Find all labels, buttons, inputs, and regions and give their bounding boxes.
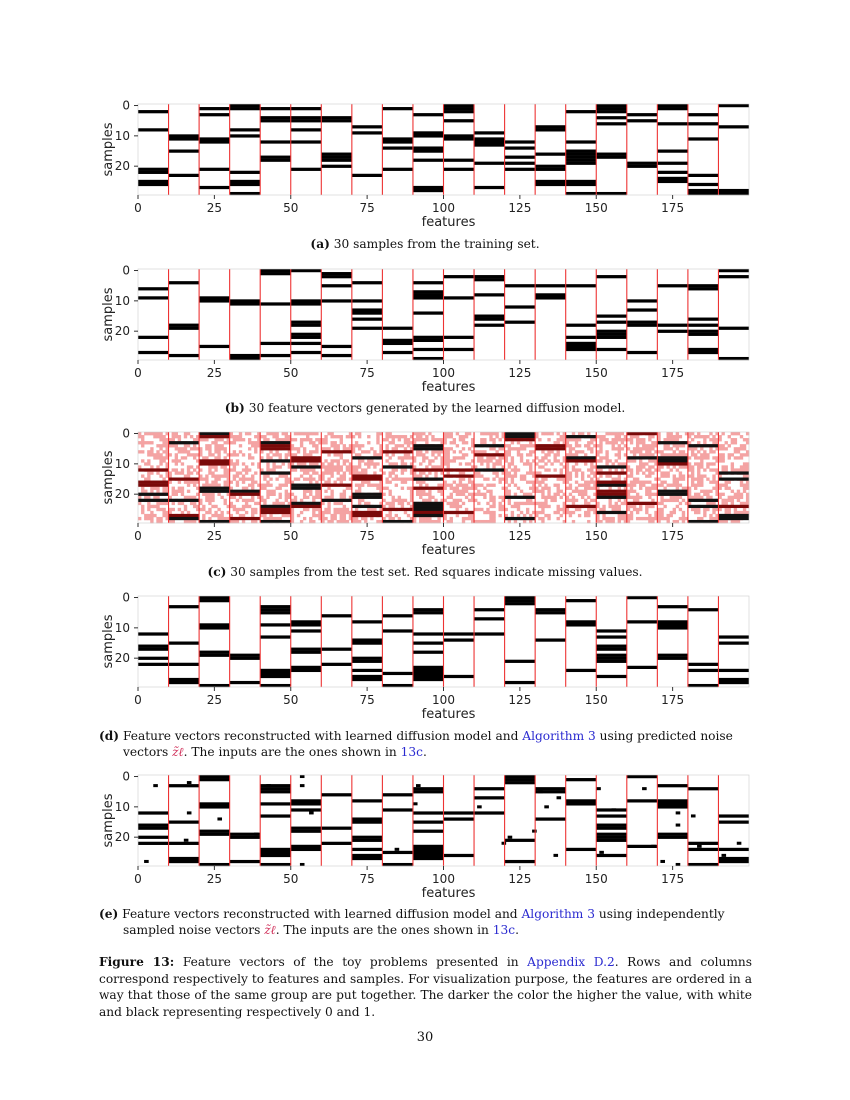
caption-d-label: (d) — [99, 729, 120, 743]
y-axis-label: samples — [101, 122, 116, 177]
y-tick-label: 0 — [122, 98, 130, 113]
x-tick-label: 150 — [584, 529, 608, 543]
feature-bar — [596, 839, 627, 842]
speckle-cell — [642, 787, 647, 790]
caption-e-mid: using independently sampled noise vectors — [123, 907, 725, 937]
feature-bar — [413, 790, 444, 793]
y-tick-label: 0 — [122, 769, 130, 784]
feature-bar — [169, 842, 200, 845]
x-tick-label: 50 — [283, 366, 299, 380]
feature-bar — [627, 775, 658, 778]
feature-bar — [260, 814, 291, 817]
caption-b-text: 30 feature vectors generated by the learned diffusion model. — [248, 401, 626, 415]
feature-bar — [199, 805, 230, 808]
caption-d-end: . The inputs are the ones shown in — [183, 745, 397, 759]
feature-bar — [444, 854, 475, 857]
y-tick-label: 0 — [122, 426, 130, 441]
speckle-cell — [502, 842, 507, 845]
caption-c-label: (c) — [207, 565, 227, 579]
feature-bar — [169, 860, 200, 863]
speckle-cell — [651, 845, 656, 848]
feature-bar — [291, 802, 322, 805]
x-tick-label: 50 — [283, 693, 299, 707]
speckle-cell — [300, 775, 305, 778]
feature-bar — [718, 821, 749, 824]
feature-bar — [230, 836, 261, 839]
feature-bar — [596, 833, 627, 836]
caption-d-mid: using predicted noise vectors — [123, 729, 733, 759]
x-tick-label: 0 — [134, 201, 142, 215]
x-tick-label: 50 — [283, 201, 299, 215]
x-tick-label: 0 — [134, 529, 142, 543]
feature-bar — [382, 851, 413, 854]
x-tick-label: 150 — [584, 872, 608, 886]
caption-c-text: 30 samples from the test set. Red squares indicate missing values. — [230, 565, 643, 579]
feature-bar — [291, 845, 322, 848]
feature-bar — [382, 793, 413, 796]
feature-bar — [352, 848, 383, 851]
speckle-cell — [722, 854, 727, 857]
feature-bar — [657, 833, 688, 836]
feature-bar — [352, 854, 383, 857]
x-tick-label: 150 — [584, 366, 608, 380]
x-tick-label: 100 — [432, 201, 455, 215]
feature-bar — [413, 811, 444, 814]
x-tick-label: 175 — [661, 529, 685, 543]
feature-bar — [596, 824, 627, 827]
x-tick-label: 75 — [359, 366, 375, 380]
speckle-cell — [697, 845, 702, 848]
feature-bar — [352, 799, 383, 802]
y-tick-label: 0 — [122, 263, 130, 278]
figure-caption-text: Feature vectors of the toy problems presented in — [182, 955, 519, 969]
speckle-cell — [187, 781, 192, 784]
feature-bar — [321, 793, 352, 796]
y-tick-label: 20 — [114, 487, 130, 502]
speckle-cell — [153, 784, 158, 787]
feature-bar — [566, 802, 597, 805]
feature-bar — [413, 851, 444, 854]
x-tick-label: 175 — [661, 366, 685, 380]
speckle-cell — [300, 784, 305, 787]
y-tick-label: 0 — [122, 590, 130, 605]
feature-bar — [382, 808, 413, 811]
y-tick-label: 10 — [114, 456, 130, 471]
x-tick-label: 50 — [283, 529, 299, 543]
speckle-cell — [309, 811, 314, 814]
speckle-cell — [676, 863, 681, 866]
feature-bar — [596, 814, 627, 817]
caption-e-text: Feature vectors reconstructed with learned diffusion model and — [122, 907, 518, 921]
feature-bar — [352, 839, 383, 842]
speckle-cell — [184, 839, 189, 842]
feature-bar — [413, 857, 444, 860]
x-tick-label: 175 — [661, 693, 685, 707]
feature-bar — [138, 842, 169, 845]
feature-bar — [260, 854, 291, 857]
feature-bar — [413, 830, 444, 833]
figure-13c-link[interactable]: 13c — [492, 923, 516, 937]
feature-bar — [138, 811, 169, 814]
x-axis-label: features — [421, 543, 476, 558]
feature-bar — [260, 787, 291, 790]
caption-e-end: . The inputs are the ones shown in — [275, 923, 489, 937]
x-tick-label: 75 — [359, 872, 375, 886]
x-axis-label: features — [421, 707, 476, 722]
feature-bar — [566, 848, 597, 851]
feature-bar — [474, 796, 505, 799]
speckle-cell — [395, 848, 400, 851]
feature-bar — [230, 860, 261, 863]
speckle-cell — [660, 860, 665, 863]
feature-bar — [413, 848, 444, 851]
speckle-cell — [557, 796, 562, 799]
feature-bar — [352, 836, 383, 839]
feature-bar — [352, 817, 383, 820]
feature-bar — [657, 799, 688, 802]
figure-caption-rest: . Rows and columns correspond respectively to features and samples. For visualization purpose, the features are ordered in a way that those of the same group are put together. The darker the color the higher the value, with white and black representing respectively 0 and 1. — [99, 955, 752, 1019]
feature-bar — [718, 857, 749, 860]
x-tick-label: 0 — [134, 366, 142, 380]
x-tick-label: 25 — [206, 201, 223, 215]
feature-bar — [535, 787, 566, 790]
feature-bar — [199, 802, 230, 805]
speckle-cell — [612, 808, 617, 811]
x-tick-label: 0 — [134, 872, 142, 886]
speckle-cell — [709, 863, 714, 866]
speckle-cell — [416, 784, 421, 787]
y-tick-label: 20 — [114, 159, 130, 174]
feature-bar — [169, 857, 200, 860]
speckle-cell — [508, 836, 513, 839]
feature-bar — [688, 848, 719, 851]
feature-bar — [413, 821, 444, 824]
x-tick-label: 25 — [206, 529, 223, 543]
x-tick-label: 175 — [661, 201, 685, 215]
feature-bar — [566, 778, 597, 781]
speckle-cell — [187, 811, 192, 814]
speckle-cell — [532, 830, 537, 833]
feature-bar — [505, 839, 536, 842]
caption-b-label: (b) — [224, 401, 245, 415]
feature-bar — [291, 830, 322, 833]
speckle-cell — [300, 863, 305, 866]
caption-a-label: (a) — [310, 237, 330, 251]
feature-bar — [505, 778, 536, 781]
feature-bar — [260, 784, 291, 787]
page-number: 30 — [416, 1030, 434, 1045]
feature-bar — [321, 842, 352, 845]
feature-bar — [291, 848, 322, 851]
speckle-cell — [691, 814, 696, 817]
speckle-cell — [254, 833, 259, 836]
feature-bar — [657, 784, 688, 787]
figure-13c-link[interactable]: 13c — [400, 745, 423, 759]
x-tick-label: 0 — [134, 693, 142, 707]
feature-bar — [413, 854, 444, 857]
feature-bar — [535, 817, 566, 820]
feature-bar — [199, 833, 230, 836]
feature-bar — [474, 787, 505, 790]
speckle-cell — [553, 854, 558, 857]
y-axis-label: samples — [101, 614, 116, 669]
algorithm-3-link[interactable]: Algorithm 3 — [521, 907, 595, 921]
x-tick-label: 100 — [432, 693, 455, 707]
feature-bar — [444, 811, 475, 814]
x-tick-label: 125 — [508, 201, 532, 215]
speckle-cell — [596, 787, 601, 790]
y-axis-label: samples — [101, 450, 116, 505]
feature-bar — [596, 836, 627, 839]
x-tick-label: 100 — [432, 529, 455, 543]
x-tick-label: 125 — [508, 529, 532, 543]
algorithm-3-link[interactable]: Algorithm 3 — [522, 729, 596, 743]
feature-bar — [505, 775, 536, 778]
x-tick-label: 175 — [661, 872, 685, 886]
feature-bar — [352, 821, 383, 824]
y-axis-label: samples — [101, 793, 116, 848]
caption-a-text: 30 samples from the training set. — [333, 237, 540, 251]
y-tick-label: 10 — [114, 620, 130, 635]
x-axis-label: features — [421, 380, 476, 395]
x-tick-label: 125 — [508, 693, 532, 707]
feature-bar — [505, 781, 536, 784]
caption-d: (d) Feature vectors reconstructed with learned diffusion model and Algorithm 3 using predicted noise vectors z̃ℓ. The inputs are the ones shown in 13c. — [99, 729, 733, 759]
speckle-cell — [737, 842, 742, 845]
feature-bar — [199, 830, 230, 833]
caption-e-label: (e) — [99, 907, 119, 921]
speckle-cell — [676, 811, 681, 814]
feature-bar — [169, 784, 200, 787]
feature-bar — [169, 821, 200, 824]
feature-bar — [291, 799, 322, 802]
figure-label: Figure 13: — [99, 955, 175, 969]
noise-symbol: z̃ℓ — [264, 923, 276, 937]
feature-bar — [566, 799, 597, 802]
x-tick-label: 25 — [206, 693, 223, 707]
feature-bar — [657, 836, 688, 839]
feature-bar — [352, 857, 383, 860]
speckle-cell — [544, 805, 549, 808]
feature-bar — [199, 775, 230, 778]
caption-d-text: Feature vectors reconstructed with learned diffusion model and — [122, 729, 519, 743]
x-tick-label: 150 — [584, 693, 608, 707]
appendix-d2-link[interactable]: Appendix D.2 — [527, 955, 615, 969]
feature-bar — [291, 808, 322, 811]
feature-bar — [718, 814, 749, 817]
x-tick-label: 25 — [206, 872, 223, 886]
speckle-cell — [422, 854, 427, 857]
x-tick-label: 125 — [508, 872, 532, 886]
feature-bar — [657, 805, 688, 808]
caption-e: (e) Feature vectors reconstructed with learned diffusion model and Algorithm 3 using independently sampled noise vectors z̃ℓ. The inputs are the ones shown in 13c. — [99, 907, 725, 937]
x-tick-label: 75 — [359, 201, 375, 215]
feature-bar — [138, 836, 169, 839]
speckle-cell — [722, 860, 727, 863]
x-tick-label: 50 — [283, 872, 299, 886]
feature-bar — [596, 827, 627, 830]
x-axis-label: features — [421, 886, 476, 901]
speckle-cell — [538, 790, 543, 793]
feature-bar — [413, 787, 444, 790]
noise-symbol: z̃ℓ — [172, 745, 184, 759]
y-tick-label: 20 — [114, 830, 130, 845]
feature-bar — [688, 787, 719, 790]
feature-bar — [260, 851, 291, 854]
feature-bar — [138, 824, 169, 827]
x-tick-label: 75 — [359, 529, 375, 543]
x-tick-label: 150 — [584, 201, 608, 215]
feature-bar — [596, 854, 627, 857]
x-axis-label: features — [421, 215, 476, 230]
y-axis-label: samples — [101, 287, 116, 342]
x-tick-label: 100 — [432, 366, 455, 380]
feature-bar — [627, 799, 658, 802]
speckle-cell — [217, 817, 222, 820]
feature-bar — [138, 827, 169, 830]
feature-bar — [413, 845, 444, 848]
speckle-cell — [413, 802, 418, 805]
y-tick-label: 10 — [114, 799, 130, 814]
y-tick-label: 10 — [114, 293, 130, 308]
figure-caption — [99, 954, 752, 1020]
speckle-cell — [676, 824, 681, 827]
feature-bar — [688, 842, 719, 845]
x-tick-label: 25 — [206, 366, 223, 380]
feature-bar — [260, 790, 291, 793]
feature-bar — [718, 848, 749, 851]
y-tick-label: 20 — [114, 651, 130, 666]
feature-bar — [505, 860, 536, 863]
feature-bar — [199, 778, 230, 781]
speckle-cell — [599, 851, 604, 854]
y-tick-label: 20 — [114, 324, 130, 339]
feature-bar — [260, 802, 291, 805]
feature-bar — [657, 802, 688, 805]
speckle-cell — [144, 860, 149, 863]
feature-bar — [474, 811, 505, 814]
x-tick-label: 125 — [508, 366, 532, 380]
feature-bar — [444, 817, 475, 820]
y-tick-label: 10 — [114, 128, 130, 143]
feature-bar — [321, 827, 352, 830]
feature-bar — [291, 827, 322, 830]
speckle-cell — [266, 784, 271, 787]
feature-bar — [260, 848, 291, 851]
x-tick-label: 100 — [432, 872, 455, 886]
x-tick-label: 75 — [359, 693, 375, 707]
speckle-cell — [477, 805, 482, 808]
